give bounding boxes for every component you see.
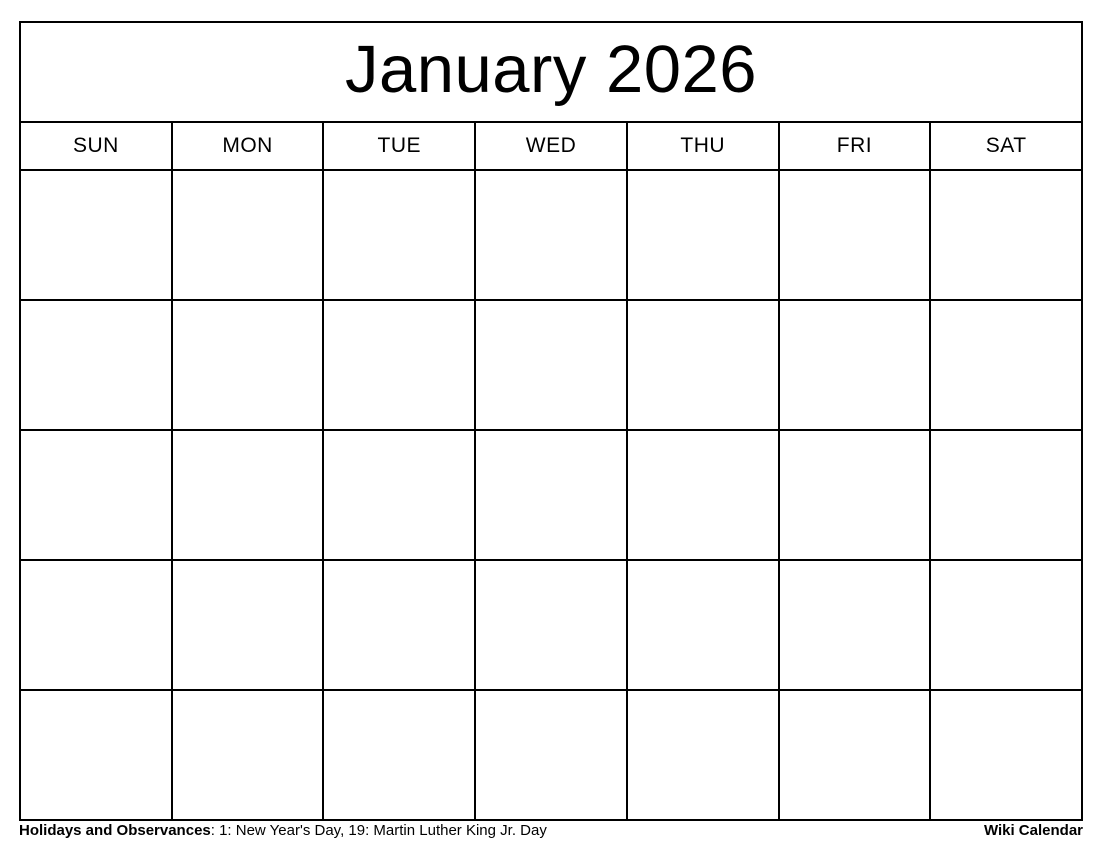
- day-cell: [476, 431, 628, 559]
- day-cell: [21, 301, 173, 429]
- day-cell: [931, 691, 1081, 819]
- day-cell: [780, 561, 932, 689]
- calendar: [19, 21, 1083, 821]
- day-cell: [476, 171, 628, 299]
- day-cell: [324, 301, 476, 429]
- weekday-header-thu: THU: [628, 123, 780, 169]
- holidays-label: Holidays and Observances: [19, 822, 211, 839]
- weekday-header-wed: WED: [476, 123, 628, 169]
- day-cell: [628, 691, 780, 819]
- day-cell: [931, 431, 1081, 559]
- day-cell: [780, 301, 932, 429]
- day-cell: [476, 691, 628, 819]
- day-cell: [21, 561, 173, 689]
- footer: [19, 822, 1083, 840]
- day-cell: [628, 561, 780, 689]
- day-cell: [21, 431, 173, 559]
- day-cell: [628, 171, 780, 299]
- week-row-4: [21, 561, 1081, 691]
- month-title: January 2026: [344, 31, 758, 107]
- day-cell: [780, 691, 932, 819]
- day-cell: [173, 171, 325, 299]
- day-cell: [628, 431, 780, 559]
- weekday-header-fri: FRI: [780, 123, 932, 169]
- day-cell: [324, 561, 476, 689]
- weekday-header-tue: TUE: [324, 123, 476, 169]
- week-row-3: [21, 431, 1081, 561]
- day-cell: [780, 171, 932, 299]
- week-row-2: [21, 301, 1081, 431]
- weekday-header-sun: SUN: [21, 123, 173, 169]
- weekday-header-mon: MON: [173, 123, 325, 169]
- calendar-grid: [21, 171, 1081, 819]
- day-cell: [21, 691, 173, 819]
- day-cell: [173, 561, 325, 689]
- weekday-header-row: [21, 123, 1081, 171]
- week-row-5: [21, 691, 1081, 819]
- day-cell: [931, 301, 1081, 429]
- holidays-note: [19, 822, 547, 840]
- day-cell: [931, 561, 1081, 689]
- day-cell: [476, 301, 628, 429]
- weekday-header-sat: SAT: [985, 134, 1027, 157]
- day-cell: [173, 301, 325, 429]
- day-cell: [628, 301, 780, 429]
- day-cell: [780, 431, 932, 559]
- day-cell: [931, 171, 1081, 299]
- day-cell: [324, 691, 476, 819]
- brand-label: Wiki Calendar: [983, 822, 1083, 839]
- holidays-list: : 1: New Year's Day, 19: Martin Luther King Jr. Day: [210, 822, 547, 839]
- day-cell: [324, 171, 476, 299]
- day-cell: [21, 171, 173, 299]
- day-cell: [324, 431, 476, 559]
- day-cell: [173, 691, 325, 819]
- day-cell: [173, 431, 325, 559]
- day-cell: [476, 561, 628, 689]
- week-row-1: [21, 171, 1081, 301]
- title-row: [21, 23, 1081, 123]
